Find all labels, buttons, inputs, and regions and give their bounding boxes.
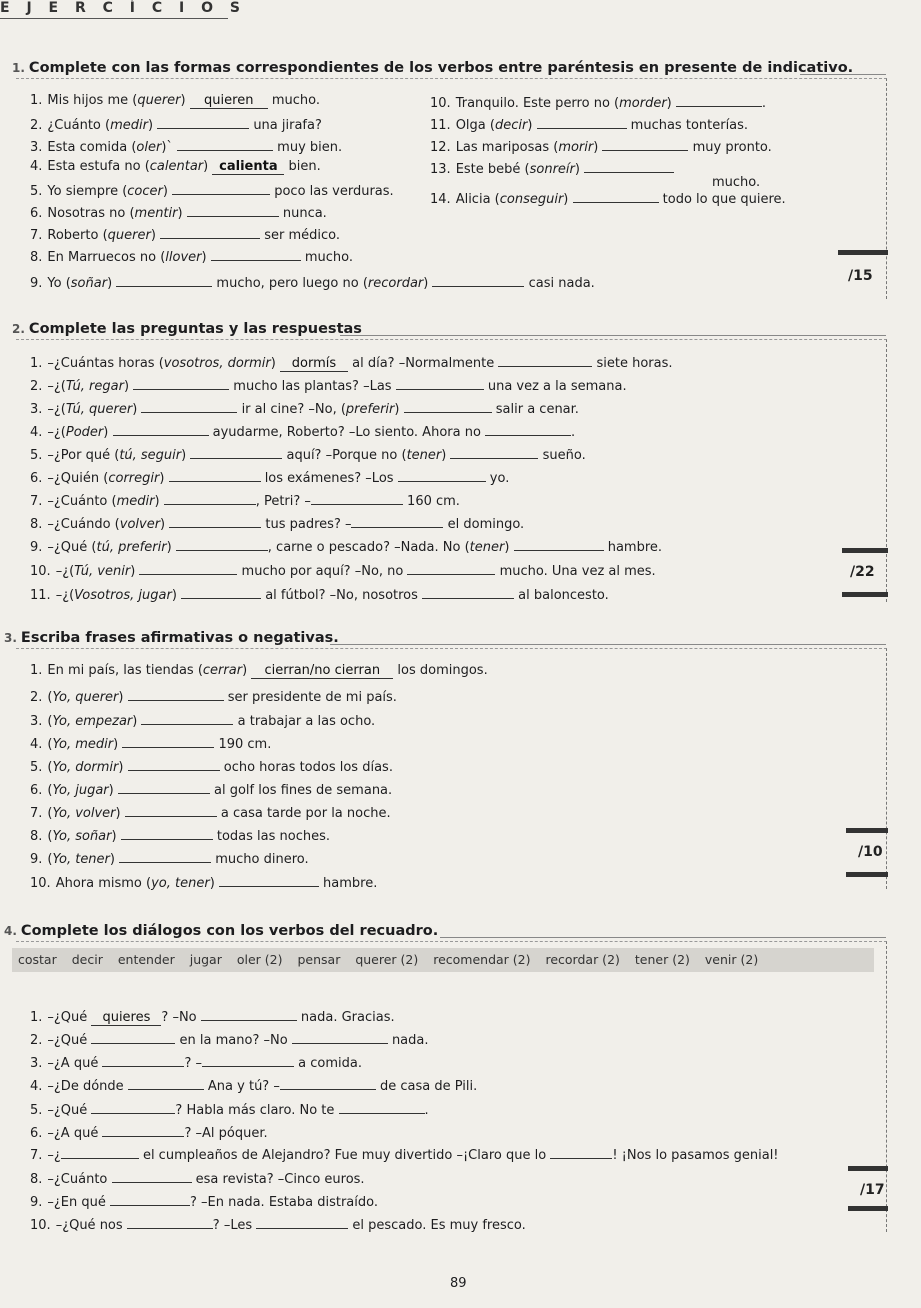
page-header: E J E R C Í C I O S: [0, 0, 246, 16]
s3-score-bar-bottom: [846, 872, 888, 877]
s4-item-7: 7. –¿ el cumpleaños de Alejandro? Fue muy divertido –¡Claro que lo ! ¡Nos lo pasamos genial!: [30, 1144, 779, 1164]
answer-blank[interactable]: [139, 560, 237, 575]
s4-item-1: 1. –¿Qué quieres ? –No nada. Gracias.: [30, 1006, 395, 1026]
answer-blank[interactable]: [201, 1006, 297, 1021]
answer-blank[interactable]: [676, 92, 762, 107]
answer-blank[interactable]: [537, 114, 627, 129]
answer-blank[interactable]: [256, 1214, 348, 1229]
answer-blank[interactable]: [110, 1191, 190, 1206]
s4-item-5: 5. –¿Qué ? Habla más claro. No te .: [30, 1099, 429, 1119]
s2-item-8: 8. –¿Cuándo (volver) tus padres? – el domingo.: [30, 513, 524, 533]
answer-blank[interactable]: [169, 467, 261, 482]
answer-blank[interactable]: [550, 1144, 612, 1159]
verb-item: costar: [18, 952, 57, 967]
s4-score-bar-bottom: [848, 1206, 888, 1211]
verb-item: tener (2): [634, 952, 690, 967]
answer-blank[interactable]: [128, 756, 220, 771]
s2-item-3: 3. –¿(Tú, querer) ir al cine? –No, (preferir) salir a cenar.: [30, 398, 579, 418]
s3-item-2: 2. (Yo, querer) ser presidente de mi país.: [30, 686, 397, 706]
answer-blank[interactable]: [177, 136, 273, 151]
section-1-title: 1. Complete con las formas correspondientes de los verbos entre paréntesis en presente de indicativo.: [12, 60, 854, 76]
verb-item: oler (2): [236, 952, 283, 967]
answer-blank[interactable]: [91, 1099, 175, 1114]
s2-item-10: 10. –¿(Tú, venir) mucho por aquí? –No, no mucho. Una vez al mes.: [30, 560, 656, 580]
s4-item-8: 8. –¿Cuánto esa revista? –Cinco euros.: [30, 1168, 365, 1188]
answer-blank[interactable]: [602, 136, 688, 151]
section-3-number: 3.: [4, 631, 17, 645]
s3-item-6: 6. (Yo, jugar) al golf los fines de semana.: [30, 779, 392, 799]
answer-blank[interactable]: cierran/no cierran: [251, 664, 393, 679]
s1-item-3: 3. Esta comida (oler)` muy bien.: [30, 136, 342, 156]
answer-blank[interactable]: [172, 180, 270, 195]
answer-blank[interactable]: [121, 825, 213, 840]
s3-score: /10: [858, 844, 883, 860]
s3-score-bar: [846, 828, 888, 833]
s3-item-5: 5. (Yo, dormir) ocho horas todos los días.: [30, 756, 393, 776]
answer-blank[interactable]: [125, 802, 217, 817]
s2-item-11: 11. –¿(Vosotros, jugar) al fútbol? –No, nosotros al baloncesto.: [30, 584, 609, 604]
s3-item-3: 3. (Yo, empezar) a trabajar a las ocho.: [30, 710, 375, 730]
s2-item-5: 5. –¿Por qué (tú, seguir) aquí? –Porque no (tener) sueño.: [30, 444, 586, 464]
s1-item-10: 10. Tranquilo. Este perro no (morder) .: [430, 92, 766, 112]
answer-blank[interactable]: [404, 398, 492, 413]
s3-item-1: 1. En mi país, las tiendas (cerrar) cierran/no cierran los domingos.: [30, 663, 488, 678]
answer-blank[interactable]: [190, 444, 282, 459]
s4-item-4: 4. –¿De dónde Ana y tú? – de casa de Pili.: [30, 1075, 477, 1095]
s1-item-9: 9. Yo (soñar) mucho, pero luego no (recordar) casi nada.: [30, 272, 595, 292]
section-2-number: 2.: [12, 322, 25, 336]
answer-blank[interactable]: [407, 560, 495, 575]
verb-item: venir (2): [704, 952, 759, 967]
answer-blank[interactable]: [91, 1029, 175, 1044]
answer-blank[interactable]: dormís: [280, 357, 348, 372]
s1-item-12: 12. Las mariposas (morir) muy pronto.: [430, 136, 772, 156]
s3-item-9: 9. (Yo, tener) mucho dinero.: [30, 848, 309, 868]
s1-item-2: 2. ¿Cuánto (medir) una jirafa?: [30, 114, 322, 134]
answer-blank[interactable]: [584, 158, 674, 173]
answer-blank[interactable]: [211, 246, 301, 261]
answer-blank[interactable]: [169, 513, 261, 528]
section-2-title: 2. Complete las preguntas y las respuestas: [12, 321, 362, 337]
verb-item: pensar: [297, 952, 341, 967]
s4-item-9: 9. –¿En qué ? –En nada. Estaba distraído.: [30, 1191, 378, 1211]
s2-item-7: 7. –¿Cuánto (medir) , Petri? – 160 cm.: [30, 490, 460, 510]
s1-item-5: 5. Yo siempre (cocer) poco las verduras.: [30, 180, 394, 200]
answer-blank[interactable]: [351, 513, 443, 528]
s4-item-2: 2. –¿Qué en la mano? –No nada.: [30, 1029, 429, 1049]
answer-blank[interactable]: [181, 584, 261, 599]
answer-blank[interactable]: [141, 710, 233, 725]
s3-item-4: 4. (Yo, medir) 190 cm.: [30, 733, 271, 753]
answer-blank[interactable]: quieres: [91, 1011, 161, 1026]
section-4-number: 4.: [4, 924, 17, 938]
answer-blank[interactable]: [61, 1144, 139, 1159]
s1-item-14: 14. Alicia (conseguir) todo lo que quiere.: [430, 188, 786, 208]
verb-item: entender: [117, 952, 175, 967]
section-1-number: 1.: [12, 61, 25, 75]
answer-blank[interactable]: [219, 872, 319, 887]
answer-blank[interactable]: [128, 686, 224, 701]
s2-item-1: 1. –¿Cuántas horas (vosotros, dormir) dormís al día? –Normalmente siete horas.: [30, 352, 673, 372]
section-2-rule: [340, 335, 886, 336]
answer-blank[interactable]: [133, 375, 229, 390]
answer-blank[interactable]: calienta: [212, 160, 284, 175]
answer-blank[interactable]: [280, 1075, 376, 1090]
answer-blank[interactable]: [164, 490, 256, 505]
s2-score-bar: [842, 548, 888, 553]
section-4-title: 4. Complete los diálogos con los verbos del recuadro.: [4, 923, 439, 939]
s4-item-10: 10. –¿Qué nos ? –Les el pescado. Es muy fresco.: [30, 1214, 526, 1234]
s1-item-4: 4. Esta estufa no (calentar) calienta bien.: [30, 159, 321, 174]
answer-blank[interactable]: [573, 188, 659, 203]
answer-blank[interactable]: [450, 444, 538, 459]
answer-blank[interactable]: [122, 733, 214, 748]
answer-blank[interactable]: [102, 1122, 184, 1137]
s1-item-8: 8. En Marruecos no (llover) mucho.: [30, 246, 353, 266]
answer-blank[interactable]: [102, 1052, 184, 1067]
s3-item-10: 10. Ahora mismo (yo, tener) hambre.: [30, 872, 377, 892]
s4-score-bar: [848, 1166, 888, 1171]
answer-blank[interactable]: [485, 421, 571, 436]
answer-blank[interactable]: [514, 536, 604, 551]
section-4-rule: [440, 937, 886, 938]
s1-item-7: 7. Roberto (querer) ser médico.: [30, 224, 340, 244]
answer-blank[interactable]: [128, 1075, 204, 1090]
s1-item-13-continuation: mucho.: [712, 175, 761, 190]
verb-item: recomendar (2): [433, 952, 531, 967]
answer-blank[interactable]: [498, 352, 592, 367]
verb-item: jugar: [189, 952, 222, 967]
answer-blank[interactable]: [113, 421, 209, 436]
answer-blank[interactable]: [292, 1029, 388, 1044]
s2-item-6: 6. –¿Quién (corregir) los exámenes? –Los yo.: [30, 467, 509, 487]
s4-item-3: 3. –¿A qué ? – a comida.: [30, 1052, 362, 1072]
s2-item-2: 2. –¿(Tú, regar) mucho las plantas? –Las una vez a la semana.: [30, 375, 627, 395]
s4-item-6: 6. –¿A qué ? –Al póquer.: [30, 1122, 268, 1142]
answer-blank[interactable]: [157, 114, 249, 129]
answer-blank[interactable]: [176, 536, 268, 551]
answer-blank[interactable]: [311, 490, 403, 505]
answer-blank[interactable]: [396, 375, 484, 390]
s1-score: /15: [848, 268, 873, 284]
s1-score-bar: [838, 250, 888, 255]
s4-score: /17: [860, 1182, 885, 1198]
section-1-rule: [800, 74, 886, 75]
s2-score: /22: [850, 564, 875, 580]
verb-item: recordar (2): [545, 952, 620, 967]
answer-blank[interactable]: quieren: [190, 94, 268, 109]
verb-bank: [12, 948, 874, 972]
s2-item-4: 4. –¿(Poder) ayudarme, Roberto? –Lo siento. Ahora no .: [30, 421, 575, 441]
s2-score-bar-bottom: [842, 592, 888, 597]
s1-item-13: 13. Este bebé (sonreír): [430, 158, 674, 178]
verb-item: decir: [71, 952, 103, 967]
answer-blank[interactable]: [202, 1052, 294, 1067]
s2-item-9: 9. –¿Qué (tú, preferir) , carne o pescado? –Nada. No (tener) hambre.: [30, 536, 662, 556]
answer-blank[interactable]: [118, 779, 210, 794]
page-number: 89: [450, 1276, 467, 1291]
answer-blank[interactable]: [141, 398, 237, 413]
answer-blank[interactable]: [398, 467, 486, 482]
answer-blank[interactable]: [119, 848, 211, 863]
verb-item: querer (2): [355, 952, 419, 967]
s1-item-1: 1. Mis hijos me (querer) quieren mucho.: [30, 93, 321, 108]
section-3-title: 3. Escriba frases afirmativas o negativas.: [4, 630, 339, 646]
s3-item-7: 7. (Yo, volver) a casa tarde por la noche.: [30, 802, 391, 822]
section-3-rule: [330, 644, 886, 645]
answer-blank[interactable]: [432, 272, 524, 287]
s1-item-6: 6. Nosotras no (mentir) nunca.: [30, 202, 327, 222]
header-rule: [0, 18, 228, 19]
answer-blank[interactable]: [160, 224, 260, 239]
answer-blank[interactable]: [112, 1168, 192, 1183]
answer-blank[interactable]: [339, 1099, 425, 1114]
s3-item-8: 8. (Yo, soñar) todas las noches.: [30, 825, 330, 845]
answer-blank[interactable]: [127, 1214, 213, 1229]
answer-blank[interactable]: [187, 202, 279, 217]
answer-blank[interactable]: [116, 272, 212, 287]
answer-blank[interactable]: [422, 584, 514, 599]
s1-item-11: 11. Olga (decir) muchas tonterías.: [430, 114, 748, 134]
